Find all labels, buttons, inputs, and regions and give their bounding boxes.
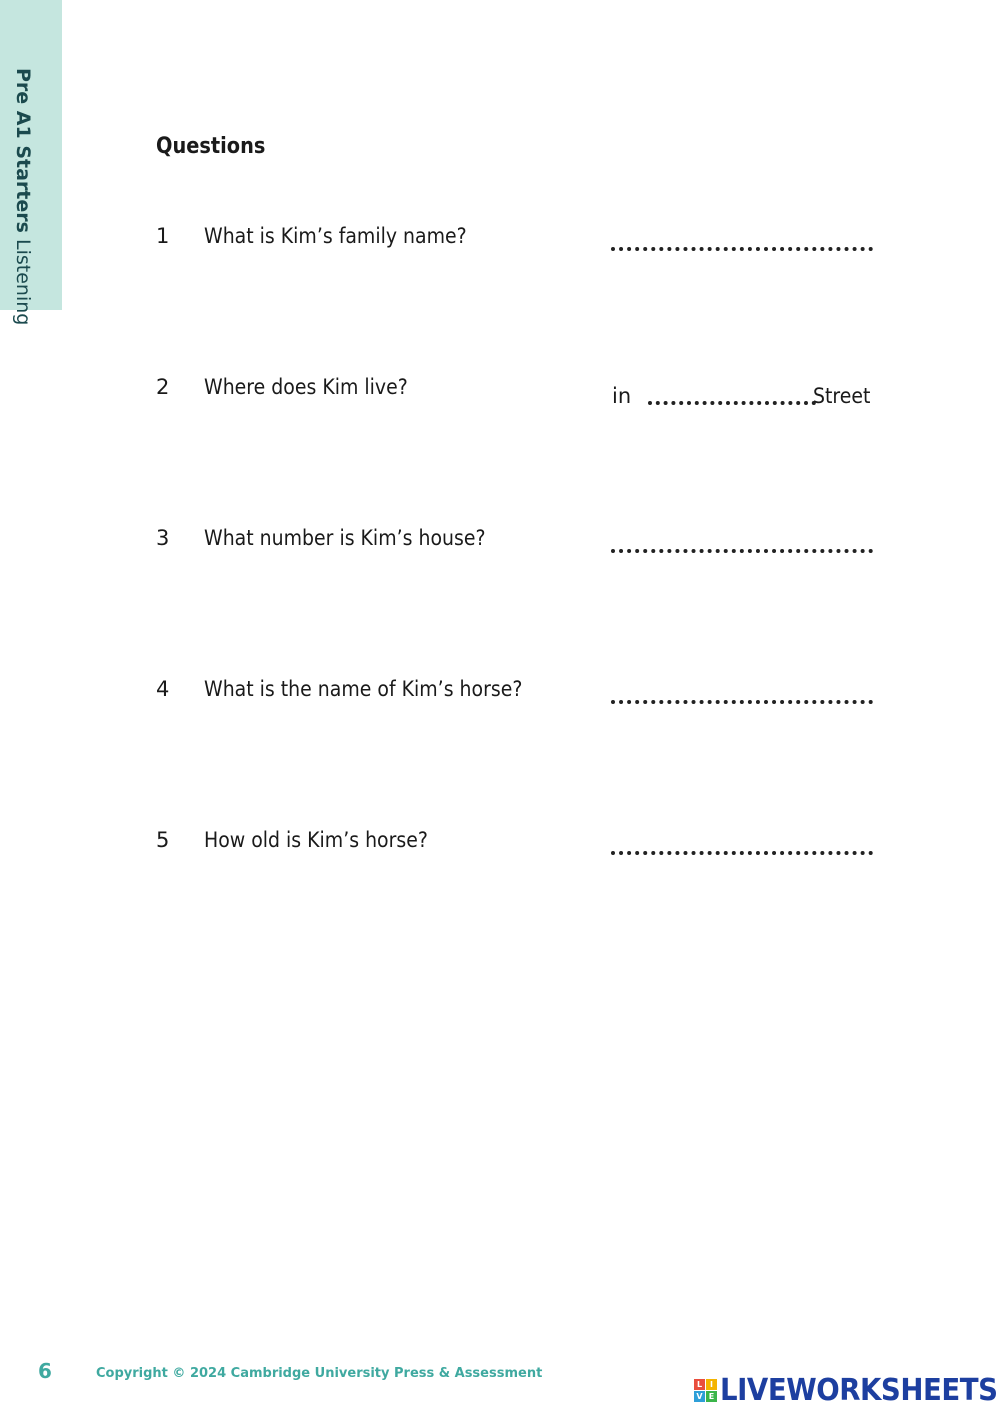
answer-suffix: Street xyxy=(813,384,871,408)
answer-prefix: in xyxy=(612,384,632,408)
question-1 xyxy=(156,224,876,264)
liveworksheets-logo xyxy=(694,1374,1000,1406)
logo-letter: V xyxy=(694,1391,705,1402)
question-number: 2 xyxy=(156,375,170,399)
answer-field-1[interactable] xyxy=(611,247,873,251)
question-text: Where does Kim live? xyxy=(204,375,408,399)
logo-text: LIVEWORKSHEETS xyxy=(720,1372,998,1408)
side-tab-label xyxy=(12,68,34,325)
answer-field-2[interactable] xyxy=(648,401,816,405)
logo-mark-icon xyxy=(694,1379,717,1402)
question-number: 5 xyxy=(156,828,170,852)
questions-heading: Questions xyxy=(156,134,266,159)
level-label: Pre A1 Starters xyxy=(12,68,34,233)
side-tab xyxy=(0,0,62,326)
logo-letter: L xyxy=(694,1379,705,1390)
question-3 xyxy=(156,526,876,566)
copyright-notice: Copyright © 2024 Cambridge University Press & Assessment xyxy=(96,1366,543,1381)
question-5 xyxy=(156,828,876,868)
skill-label: Listening xyxy=(12,239,34,326)
question-number: 1 xyxy=(156,224,170,248)
question-4 xyxy=(156,677,876,717)
question-text: What is the name of Kim’s horse? xyxy=(204,677,523,701)
answer-field-5[interactable] xyxy=(611,851,873,855)
page-number: 6 xyxy=(38,1359,52,1383)
logo-letter: E xyxy=(706,1391,717,1402)
answer-field-4[interactable] xyxy=(611,700,873,704)
question-text: How old is Kim’s horse? xyxy=(204,828,428,852)
question-text: What is Kim’s family name? xyxy=(204,224,467,248)
question-text: What number is Kim’s house? xyxy=(204,526,486,550)
question-number: 4 xyxy=(156,677,170,701)
question-number: 3 xyxy=(156,526,170,550)
answer-field-3[interactable] xyxy=(611,549,873,553)
logo-letter: I xyxy=(706,1379,717,1390)
question-2 xyxy=(156,375,876,415)
